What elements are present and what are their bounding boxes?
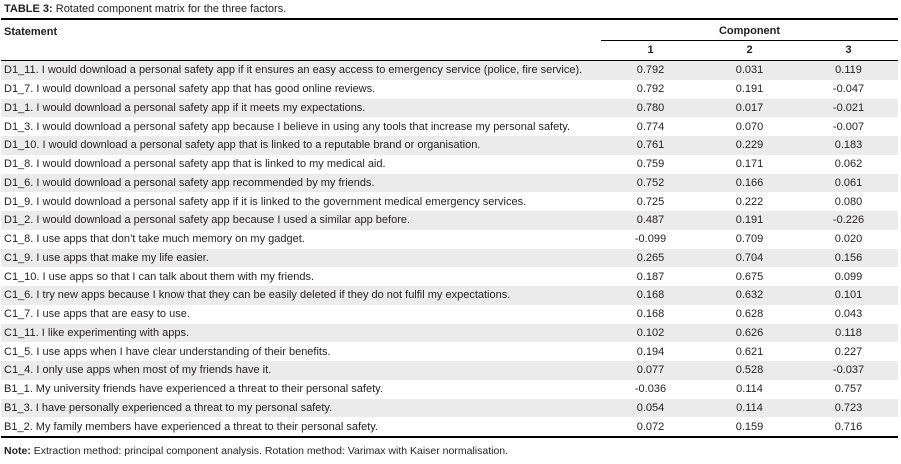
table-note-label: Note: — [4, 445, 31, 457]
table-row — [1, 342, 898, 361]
component-3-value-cell: 0.183 — [834, 139, 863, 152]
table-row — [1, 324, 898, 343]
component-1-value-cell: -0.036 — [634, 383, 667, 396]
component-2-value-cell: 0.709 — [735, 233, 764, 246]
component-2-value-cell: 0.166 — [735, 176, 764, 189]
component-3-value-cell: 0.156 — [834, 251, 863, 264]
statement-cell: C1_11. I like experimenting with apps. — [4, 326, 190, 339]
statement-cell: D1_3. I would download a personal safety app because I believe in using any tools that increase my personal safety. — [4, 120, 571, 133]
component-2-value-cell: 0.159 — [735, 420, 764, 433]
component-2-value-cell: 0.114 — [736, 401, 763, 414]
component-3-header: 3 — [799, 41, 898, 61]
table-caption-text: Rotated component matrix for the three factors. — [55, 3, 287, 15]
component-3-value-cell: 0.061 — [834, 176, 863, 189]
component-1-value-cell: 0.054 — [636, 401, 665, 414]
component-2-value-cell: 0.229 — [735, 139, 764, 152]
component-2-value-cell: 0.528 — [735, 364, 764, 377]
component-1-value-cell: 0.752 — [636, 176, 665, 189]
component-1-value-cell: 0.761 — [636, 139, 665, 152]
component-1-value-cell: 0.168 — [636, 308, 665, 321]
component-3-value-cell: 0.080 — [834, 195, 863, 208]
statement-cell: D1_7. I would download a personal safety app that has good online reviews. — [4, 83, 376, 96]
table-row — [1, 249, 898, 268]
table-row — [1, 155, 898, 174]
statement-cell: D1_11. I would download a personal safety app if it ensures an easy access to emergency service (police, fire service). — [4, 64, 583, 77]
component-3-value-cell: 0.043 — [834, 308, 863, 321]
component-3-value-cell: -0.226 — [832, 214, 865, 227]
component-2-value-cell: 0.628 — [735, 308, 764, 321]
component-1-value-cell: 0.725 — [636, 195, 665, 208]
table-row — [1, 417, 898, 437]
component-1-value-cell: 0.077 — [636, 364, 665, 377]
component-1-value-cell: 0.072 — [636, 420, 665, 433]
statement-cell: B1_3. I have personally experienced a threat to my personal safety. — [4, 401, 333, 414]
table-caption — [1, 0, 898, 20]
table-row — [1, 192, 898, 211]
table-row — [1, 361, 898, 380]
statement-cell: C1_8. I use apps that don’t take much memory on my gadget. — [4, 233, 305, 246]
component-1-value-cell: 0.792 — [636, 64, 665, 77]
table-row — [1, 174, 898, 193]
component-3-value-cell: -0.021 — [832, 101, 865, 114]
statement-cell: D1_2. I would download a personal safety app because I used a similar app before. — [4, 214, 411, 227]
table-note-text: Extraction method: principal component analysis. Rotation method: Varimax with Kaiser normalisation. — [33, 445, 509, 457]
component-group-header: Component — [601, 20, 898, 41]
component-3-value-cell: -0.047 — [832, 83, 865, 96]
component-2-value-cell: 0.222 — [735, 195, 764, 208]
table-row — [1, 267, 898, 286]
statement-cell: B1_1. My university friends have experienced a threat to their personal safety. — [4, 383, 383, 396]
table-caption-label: TABLE 3: — [4, 3, 53, 15]
table-row — [1, 80, 898, 99]
component-1-value-cell: 0.774 — [636, 120, 665, 133]
statement-cell: C1_10. I use apps so that I can talk about them with my friends. — [4, 270, 314, 283]
statement-cell: C1_4. I only use apps when most of my friends have it. — [4, 364, 272, 377]
component-1-value-cell: 0.102 — [636, 326, 665, 339]
table-row — [1, 380, 898, 399]
component-3-value-cell: 0.118 — [835, 326, 862, 339]
component-1-value-cell: 0.168 — [636, 289, 665, 302]
statement-cell: C1_7. I use apps that are easy to use. — [4, 308, 190, 321]
component-3-value-cell: 0.227 — [834, 345, 863, 358]
table-note — [1, 438, 898, 457]
table-row — [1, 99, 898, 118]
table-body — [1, 61, 898, 438]
table-header — [1, 20, 898, 61]
statement-cell: D1_9. I would download a personal safety app if it is linked to the government medical emergency services. — [4, 195, 527, 208]
component-2-value-cell: 0.626 — [735, 326, 764, 339]
statement-cell: C1_5. I use apps when I have clear understanding of their benefits. — [4, 345, 331, 358]
component-3-value-cell: 0.020 — [834, 233, 863, 246]
component-2-value-cell: 0.171 — [735, 158, 764, 171]
component-1-value-cell: 0.187 — [636, 270, 665, 283]
component-1-value-cell: 0.265 — [636, 251, 665, 264]
component-3-value-cell: -0.007 — [832, 120, 865, 133]
table-row — [1, 136, 898, 155]
statement-cell: C1_9. I use apps that make my life easier. — [4, 251, 209, 264]
table-row — [1, 211, 898, 230]
table-row — [1, 399, 898, 418]
component-2-value-cell: 0.031 — [735, 64, 764, 77]
component-3-value-cell: 0.099 — [834, 270, 863, 283]
table-row — [1, 61, 898, 80]
component-3-value-cell: 0.062 — [834, 158, 863, 171]
component-1-header: 1 — [601, 41, 700, 61]
statement-cell: C1_6. I try new apps because I know that they can be easily deleted if they do not fulfil my expectations. — [4, 289, 511, 302]
component-2-value-cell: 0.191 — [735, 214, 764, 227]
statement-cell: D1_6. I would download a personal safety app recommended by my friends. — [4, 176, 375, 189]
component-1-value-cell: 0.792 — [636, 83, 665, 96]
component-1-value-cell: 0.759 — [636, 158, 665, 171]
statement-cell: B1_2. My family members have experienced a threat to their personal safety. — [4, 420, 378, 433]
component-2-value-cell: 0.704 — [735, 251, 764, 264]
component-1-value-cell: 0.194 — [636, 345, 665, 358]
component-2-value-cell: 0.621 — [735, 345, 764, 358]
component-3-value-cell: 0.723 — [834, 401, 863, 414]
component-3-value-cell: 0.119 — [835, 64, 862, 77]
component-2-value-cell: 0.191 — [735, 83, 764, 96]
component-matrix-table — [1, 20, 898, 438]
table-row — [1, 230, 898, 249]
component-1-value-cell: -0.099 — [634, 233, 667, 246]
statement-cell: D1_1. I would download a personal safety app if it meets my expectations. — [4, 101, 366, 114]
component-2-header: 2 — [700, 41, 799, 61]
component-2-value-cell: 0.017 — [735, 101, 764, 114]
component-1-value-cell: 0.487 — [636, 214, 665, 227]
table-row — [1, 305, 898, 324]
rotated-component-matrix-table-area — [1, 0, 898, 457]
statement-cell: D1_10. I would download a personal safety app that is linked to a reputable brand or organisation. — [4, 139, 481, 152]
component-3-value-cell: 0.716 — [834, 420, 863, 433]
component-3-value-cell: 0.101 — [834, 289, 863, 302]
component-2-value-cell: 0.632 — [735, 289, 764, 302]
component-2-value-cell: 0.114 — [736, 383, 763, 396]
statement-column-header: Statement — [1, 20, 601, 61]
component-2-value-cell: 0.675 — [735, 270, 764, 283]
component-3-value-cell: 0.757 — [834, 383, 863, 396]
table-row — [1, 286, 898, 305]
table-row — [1, 117, 898, 136]
statement-cell: D1_8. I would download a personal safety app that is linked to my medical aid. — [4, 158, 386, 171]
component-3-value-cell: -0.037 — [832, 364, 865, 377]
component-2-value-cell: 0.070 — [735, 120, 764, 133]
component-1-value-cell: 0.780 — [636, 101, 665, 114]
